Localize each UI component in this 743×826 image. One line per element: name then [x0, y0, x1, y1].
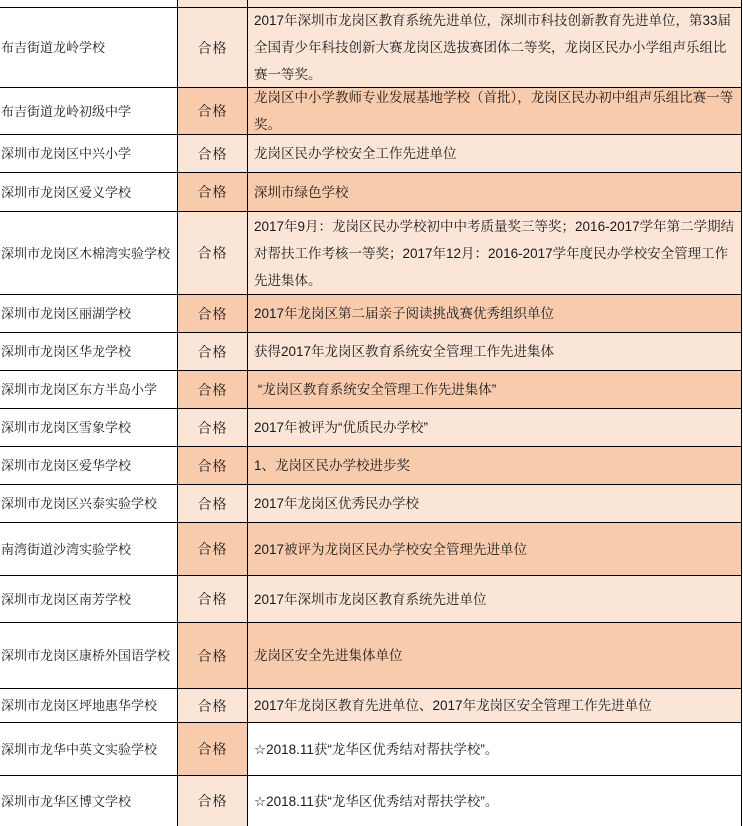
- remark-cell: ☆2018.11获“龙华区优秀结对帮扶学校”。: [248, 776, 742, 826]
- school-name-cell: [0, 0, 178, 8]
- school-name-cell: 深圳市龙华区博文学校: [0, 776, 178, 826]
- table-row: [0, 333, 742, 371]
- status-cell: 合格: [178, 88, 248, 135]
- remark-cell: 2017被评为龙岗区民办学校安全管理先进单位: [248, 523, 742, 576]
- school-name-cell: 布吉街道龙岭学校: [0, 8, 178, 88]
- table-row: [0, 689, 742, 723]
- remark-cell: 获得2017年龙岗区教育系统安全管理工作先进集体: [248, 333, 742, 371]
- remark-cell: 2017年深圳市龙岗区教育系统先进单位: [248, 576, 742, 623]
- table-row: [0, 723, 742, 776]
- remark-cell: 1、龙岗区民办学校进步奖: [248, 447, 742, 485]
- status-cell: [178, 0, 248, 8]
- status-cell: 合格: [178, 173, 248, 212]
- remark-cell: 龙岗区民办学校安全工作先进单位: [248, 135, 742, 173]
- remark-cell: 深圳市绿色学校: [248, 173, 742, 212]
- school-name-cell: 深圳市龙岗区木棉湾实验学校: [0, 212, 178, 295]
- remark-cell: 2017年龙岗区第二届亲子阅读挑战赛优秀组织单位: [248, 295, 742, 333]
- remark-cell: 2017年9月：龙岗区民办学校初中中考质量奖三等奖；2016-2017学年第二学期结对帮扶工作考核一等奖；2017年12月：2016-2017学年度民办学校安全管理工作先进集体。: [248, 212, 742, 295]
- school-name-cell: 深圳市龙岗区东方半岛小学: [0, 371, 178, 409]
- table-row: [0, 212, 742, 295]
- table-row: [0, 8, 742, 88]
- school-name-cell: 深圳市龙岗区华龙学校: [0, 333, 178, 371]
- status-cell: 合格: [178, 371, 248, 409]
- table-row: [0, 576, 742, 623]
- table-row-partial-top: [0, 0, 742, 8]
- status-cell: 合格: [178, 485, 248, 523]
- school-name-cell: 布吉街道龙岭初级中学: [0, 88, 178, 135]
- school-name-cell: 深圳市龙岗区南芳学校: [0, 576, 178, 623]
- status-cell: 合格: [178, 135, 248, 173]
- table-row: [0, 371, 742, 409]
- school-name-cell: 深圳市龙岗区爱义学校: [0, 173, 178, 212]
- school-name-cell: 深圳市龙岗区丽湖学校: [0, 295, 178, 333]
- school-name-cell: 深圳市龙岗区雪象学校: [0, 409, 178, 447]
- school-name-cell: 深圳市龙岗区坪地惠华学校: [0, 689, 178, 723]
- table-row: [0, 523, 742, 576]
- school-name-cell: 深圳市龙华中英文实验学校: [0, 723, 178, 776]
- table-row: [0, 776, 742, 826]
- status-cell: 合格: [178, 295, 248, 333]
- status-cell: 合格: [178, 8, 248, 88]
- status-cell: 合格: [178, 333, 248, 371]
- table-row: [0, 173, 742, 212]
- status-cell: 合格: [178, 409, 248, 447]
- table-row: [0, 135, 742, 173]
- status-cell: 合格: [178, 523, 248, 576]
- remark-cell: 2017年龙岗区教育先进单位、2017年龙岗区安全管理工作先进单位: [248, 689, 742, 723]
- table-row: [0, 447, 742, 485]
- remark-cell: ☆2018.11获“龙华区优秀结对帮扶学校”。: [248, 723, 742, 776]
- table-row: [0, 88, 742, 135]
- school-name-cell: 深圳市龙岗区兴泰实验学校: [0, 485, 178, 523]
- school-name-cell: 南湾街道沙湾实验学校: [0, 523, 178, 576]
- table-row: [0, 623, 742, 689]
- status-cell: 合格: [178, 723, 248, 776]
- status-cell: 合格: [178, 447, 248, 485]
- table-row: [0, 409, 742, 447]
- remark-cell: 龙岗区中小学教师专业发展基地学校（首批），龙岗区民办初中组声乐组比赛一等奖。: [248, 88, 742, 135]
- remark-cell: 龙岗区安全先进集体单位: [248, 623, 742, 689]
- remark-cell: 2017年深圳市龙岗区教育系统先进单位，深圳市科技创新教育先进单位，第33届全国青少年科技创新大赛龙岗区选拔赛团体二等奖，龙岗区民办小学组声乐组比赛一等奖。: [248, 8, 742, 88]
- status-cell: 合格: [178, 623, 248, 689]
- school-name-cell: 深圳市龙岗区康桥外国语学校: [0, 623, 178, 689]
- status-cell: 合格: [178, 689, 248, 723]
- school-name-cell: 深圳市龙岗区爱华学校: [0, 447, 178, 485]
- remark-cell: 2017年龙岗区优秀民办学校: [248, 485, 742, 523]
- status-cell: 合格: [178, 576, 248, 623]
- table-row: [0, 485, 742, 523]
- remark-cell: “龙岗区教育系统安全管理工作先进集体”: [248, 371, 742, 409]
- status-cell: 合格: [178, 776, 248, 826]
- status-cell: 合格: [178, 212, 248, 295]
- school-name-cell: 深圳市龙岗区中兴小学: [0, 135, 178, 173]
- remark-cell: 2017年被评为“优质民办学校”: [248, 409, 742, 447]
- remark-cell: [248, 0, 742, 8]
- table-row: [0, 295, 742, 333]
